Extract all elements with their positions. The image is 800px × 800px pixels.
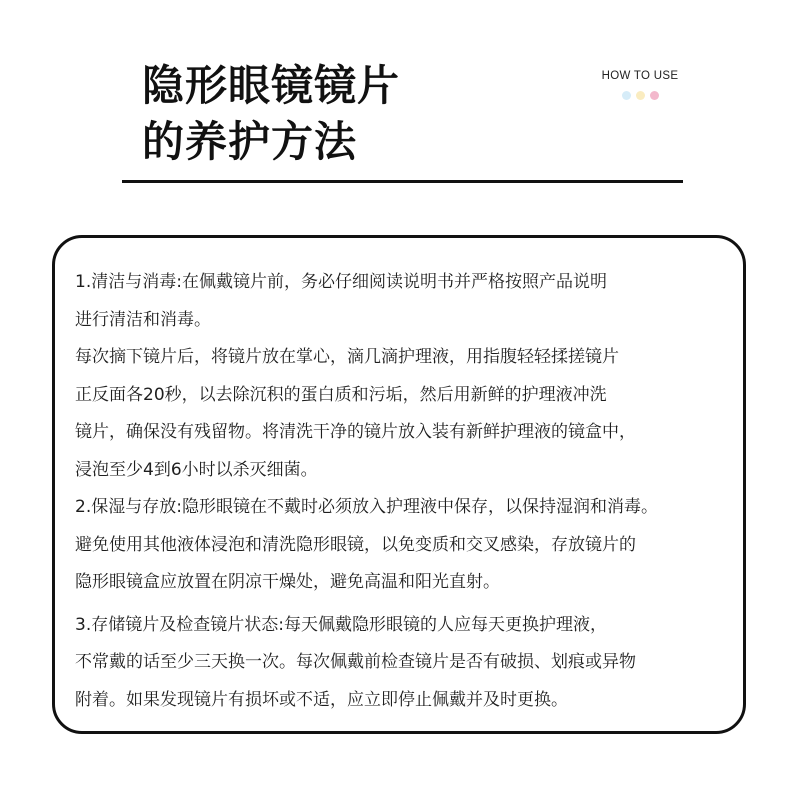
text-line: 正反面各20秒，以去除沉积的蛋白质和污垢，然后用新鲜的护理液冲洗 — [75, 384, 607, 405]
text-line: 2.保湿与存放:隐形眼镜在不戴时必须放入护理液中保存，以保持湿润和消毒。 — [75, 497, 658, 517]
text-line: 3.存储镜片及检查镜片状态:每天佩戴隐形眼镜的人应每天更换护理液， — [75, 614, 607, 635]
text-line: 浸泡至少4到6小时以杀灭细菌。 — [75, 459, 318, 480]
text-line: 不常戴的话至少三天换一次。每次佩戴前检查镜片是否有破损、划痕或异物 — [75, 652, 636, 672]
section-inspection — [75, 607, 743, 720]
text-line: 避免使用其他液体浸泡和清洗隐形眼镜，以免变质和交叉感染，存放镜片的 — [75, 534, 636, 555]
text-line: 附着。如果发现镜片有损坏或不适，应立即停止佩戴并及时更换。 — [75, 689, 568, 710]
page-title — [142, 58, 400, 170]
section-storage — [75, 489, 743, 602]
decorative-dots — [598, 91, 682, 100]
text-line: 1.清洁与消毒:在佩戴镜片前，务必仔细阅读说明书并严格按照产品说明 — [75, 272, 607, 292]
content-card — [52, 235, 746, 734]
blue-dot-icon — [622, 91, 631, 100]
text-line: 镜片，确保没有残留物。将清洗干净的镜片放入装有新鲜护理液的镜盒中， — [75, 422, 636, 442]
how-to-use-label: HOW TO USE — [601, 70, 679, 82]
text-line: 隐形眼镜盒应放置在阴凉干燥处，避免高温和阳光直射。 — [75, 572, 500, 592]
text-line: 每次摘下镜片后，将镜片放在掌心，滴几滴护理液，用指腹轻轻揉搓镜片 — [75, 347, 619, 367]
section-cleaning — [75, 264, 743, 489]
how-to-use-tag — [598, 70, 682, 100]
title-divider — [122, 180, 683, 183]
pink-dot-icon — [650, 91, 659, 100]
yellow-dot-icon — [636, 91, 645, 100]
text-line: 进行清洁和消毒。 — [75, 309, 211, 330]
title-line-2: 的养护方法 — [142, 117, 358, 166]
title-line-1: 隐形眼镜镜片 — [142, 61, 401, 110]
